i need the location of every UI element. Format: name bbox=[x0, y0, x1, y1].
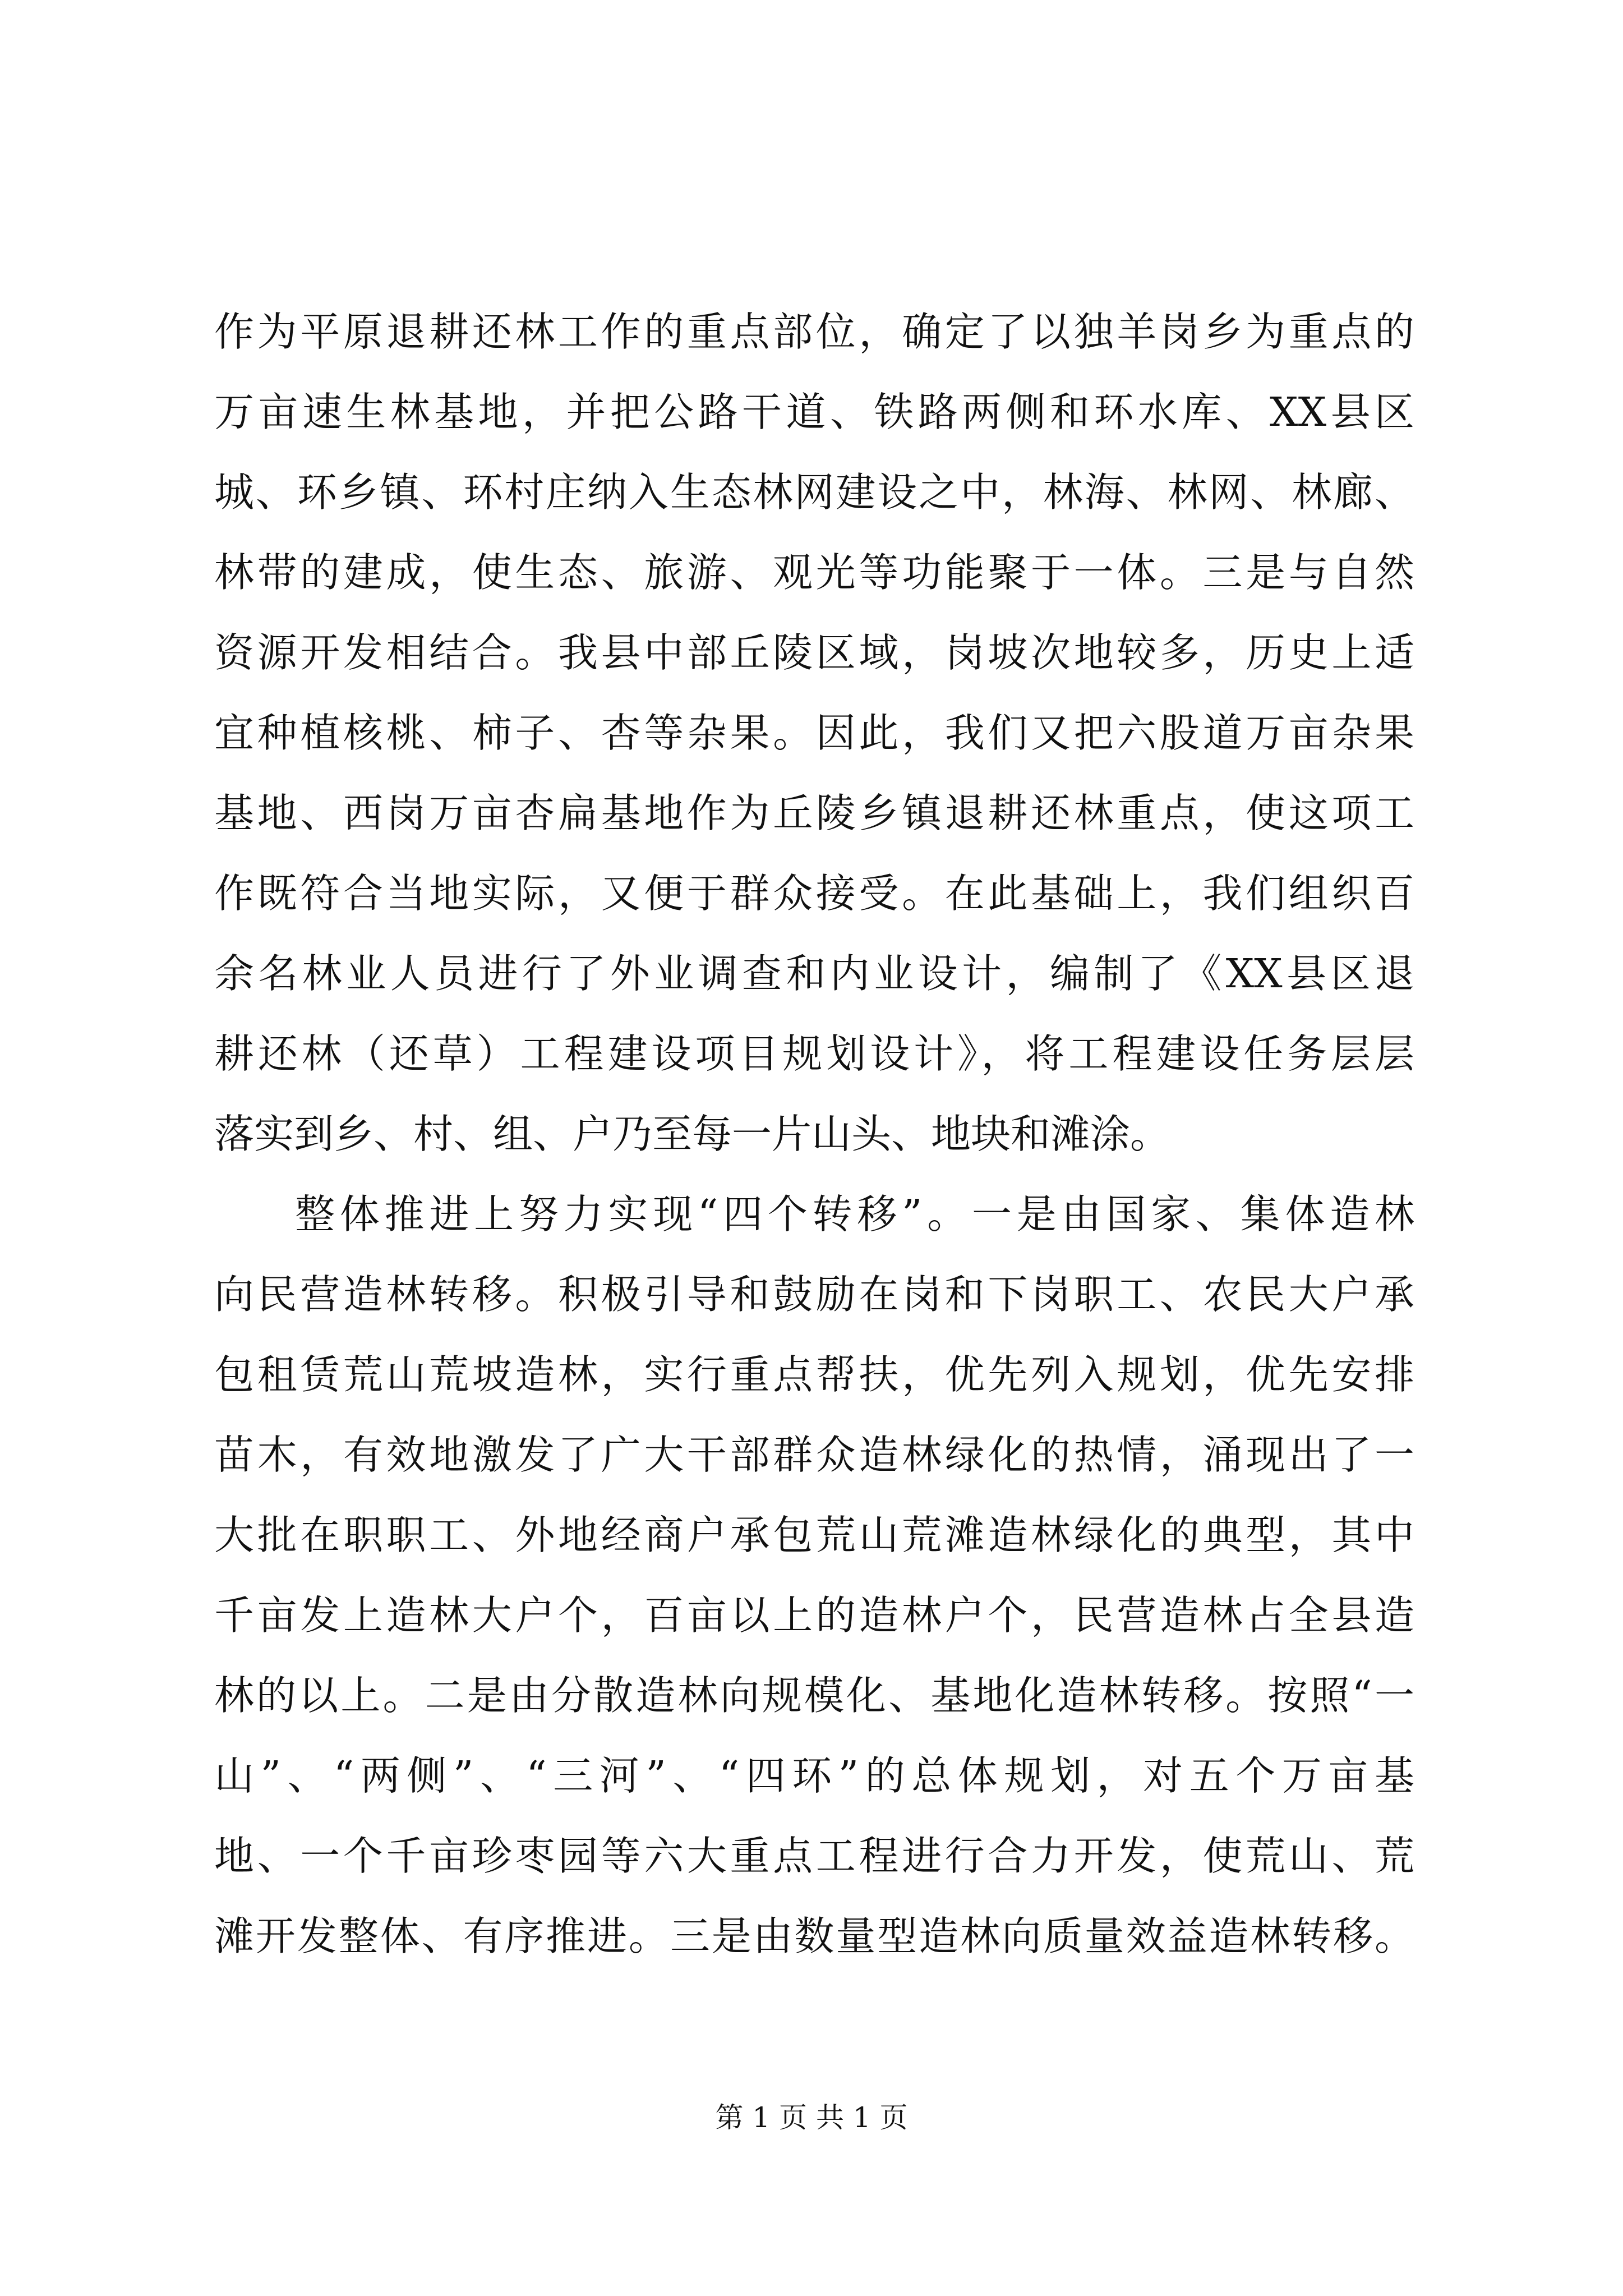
text-line: 耕还林（还草）工程建设项目规划设计》，将工程建设任务层层 bbox=[214, 1030, 1414, 1077]
text-line: 滩开发整体、有序推进。三是由数量型造林向质量效益造林转移。 bbox=[214, 1913, 1414, 1959]
text-line: 宜种植核桃、柿子、杏等杂果。因此，我们又把六股道万亩杂果 bbox=[214, 710, 1414, 756]
text-line: 作既符合当地实际，又便于群众接受。在此基础上，我们组织百 bbox=[214, 870, 1414, 917]
text-line: 整体推进上努力实现“四个转移”。一是由国家、集体造林 bbox=[295, 1191, 1414, 1237]
text-line: 余名林业人员进行了外业调查和内业设计，编制了《XX县区退 bbox=[214, 950, 1414, 997]
text-line: 城、环乡镇、环村庄纳入生态林网建设之中，林海、林网、林廊、 bbox=[214, 469, 1414, 516]
text-line: 山”、“两侧”、“三河”、“四环”的总体规划，对五个万亩基 bbox=[214, 1752, 1414, 1799]
text-line: 作为平原退耕还林工作的重点部位，确定了以独羊岗乡为重点的 bbox=[214, 309, 1414, 355]
text-line: 林的以上。二是由分散造林向规模化、基地化造林转移。按照“一 bbox=[214, 1672, 1414, 1719]
document-body bbox=[214, 292, 1414, 1976]
text-line: 落实到乡、村、组、户乃至每一片山头、地块和滩涂。 bbox=[214, 1111, 1170, 1157]
text-line: 大批在职职工、外地经商户承包荒山荒滩造林绿化的典型，其中 bbox=[214, 1512, 1414, 1558]
text-line: 千亩发上造林大户个，百亩以上的造林户个，民营造林占全县造 bbox=[214, 1592, 1414, 1639]
paragraph-1 bbox=[214, 292, 1414, 1174]
page-number-footer: 第 1 页 共 1 页 bbox=[715, 2101, 908, 2134]
text-line: 苗木，有效地激发了广大干部群众造林绿化的热情，涌现出了一 bbox=[214, 1432, 1414, 1478]
text-line: 基地、西岗万亩杏扁基地作为丘陵乡镇退耕还林重点，使这项工 bbox=[214, 790, 1414, 836]
text-line: 包租赁荒山荒坡造林，实行重点帮扶，优先列入规划，优先安排 bbox=[214, 1351, 1414, 1398]
text-line: 林带的建成，使生态、旅游、观光等功能聚于一体。三是与自然 bbox=[214, 549, 1414, 596]
text-line: 向民营造林转移。积极引导和鼓励在岗和下岗职工、农民大户承 bbox=[214, 1271, 1414, 1318]
text-line: 地、一个千亩珍枣园等六大重点工程进行合力开发，使荒山、荒 bbox=[214, 1833, 1414, 1879]
text-line: 万亩速生林基地，并把公路干道、铁路两侧和环水库、XX县区 bbox=[214, 389, 1414, 435]
paragraph-2 bbox=[214, 1174, 1414, 1976]
text-line: 资源开发相结合。我县中部丘陵区域，岗坡次地较多，历史上适 bbox=[214, 629, 1414, 676]
